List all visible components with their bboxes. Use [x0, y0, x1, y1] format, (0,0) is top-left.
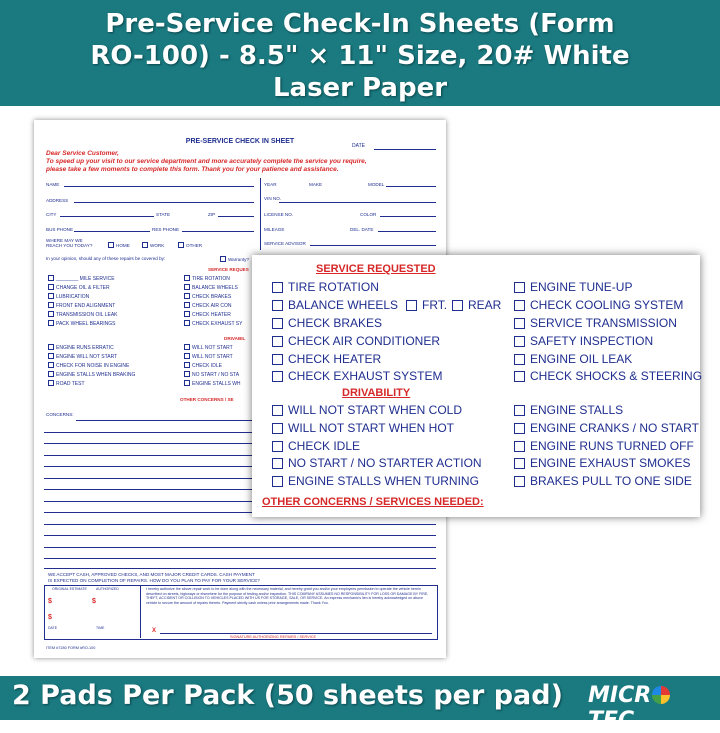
del-date-label: DEL. DATE	[350, 227, 374, 232]
card-drivability-heading: DRIVABILITY	[342, 387, 411, 399]
bottom-banner	[0, 676, 720, 733]
make-label: MAKE	[309, 182, 323, 187]
card-drive-item[interactable]: CHECK IDLE	[272, 439, 360, 453]
card-drive-item[interactable]: ENGINE RUNS TURNED OFF	[514, 439, 694, 453]
concern-line[interactable]	[44, 558, 436, 559]
model-line	[386, 186, 436, 187]
card-service-item[interactable]: ENGINE OIL LEAK	[514, 352, 632, 366]
card-service-item[interactable]: CHECK EXHAUST SYSTEM	[272, 369, 442, 383]
brand-right: TEC	[588, 708, 635, 733]
list-item[interactable]: ROAD TEST	[48, 380, 135, 389]
card-drive-item[interactable]: ENGINE EXHAUST SMOKES	[514, 456, 690, 470]
card-service-item[interactable]: SAFETY INSPECTION	[514, 334, 653, 348]
reach-label-1: WHERE MAY WE	[46, 238, 83, 243]
model-label: MODEL	[368, 182, 385, 187]
list-item[interactable]: PACK WHEEL BEARINGS	[48, 320, 118, 329]
greeting-text: Dear Service Customer,	[46, 150, 119, 157]
vertical-divider	[260, 178, 261, 250]
state-label: STATE	[156, 212, 171, 217]
list-item[interactable]: FRONT END ALIGNMENT	[48, 302, 118, 311]
list-item[interactable]: ENGINE RUNS ERRATIC	[48, 344, 135, 353]
advisor-line	[310, 245, 436, 246]
card-service-item[interactable]: ENGINE TUNE-UP	[514, 280, 632, 294]
list-item[interactable]: BALANCE WHEELS	[184, 284, 242, 293]
list-item[interactable]: CHECK BRAKES	[184, 293, 242, 302]
other-checkbox[interactable]	[178, 242, 184, 248]
home-option[interactable]: HOME	[108, 242, 130, 248]
banner-title	[0, 0, 720, 104]
list-item[interactable]: WILL NOT START	[184, 344, 241, 353]
authorized-label: AUTHORIZED	[96, 587, 119, 591]
banner-title-line: Laser Paper	[272, 73, 448, 103]
estimate-dollar: $	[48, 598, 52, 605]
address-label: ADDRESS	[46, 198, 69, 203]
vin-label: VIN NO.	[264, 196, 282, 201]
intro-line-2: please take a few moments to complete this form. Thank you for your patience and assistance.	[46, 166, 339, 173]
year-label: YEAR	[264, 182, 277, 187]
banner-title-line: RO-100) - 8.5" × 11" Size, 20# White	[90, 41, 630, 71]
list-item[interactable]: CHECK EXHAUST SY	[184, 320, 242, 329]
form-greeting	[46, 150, 446, 174]
vin-line	[279, 202, 436, 203]
payment-line-1: WE ACCEPT CASH, APPROVED CHECKS, AND MOST MAJOR CREDIT CARDS. CASH PAYMENT	[48, 572, 255, 577]
card-drive-item[interactable]: ENGINE STALLS	[514, 403, 623, 417]
signature-line[interactable]	[160, 633, 432, 634]
brand-o-icon	[652, 686, 670, 704]
card-drive-item[interactable]: ENGINE CRANKS / NO START	[514, 421, 699, 435]
advisor-label: SERVICE ADVISOR	[264, 241, 306, 246]
card-drive-item[interactable]: NO START / NO STARTER ACTION	[272, 456, 482, 470]
color-label: COLOR	[360, 212, 377, 217]
concerns-label: CONCERNS:	[46, 412, 74, 417]
concern-line[interactable]	[44, 535, 436, 536]
list-item[interactable]: WILL NOT START	[184, 353, 241, 362]
mid-services-list	[184, 275, 242, 329]
list-item[interactable]: TIRE ROTATION	[184, 275, 242, 284]
card-drive-item[interactable]: BRAKES PULL TO ONE SIDE	[514, 474, 692, 488]
list-item[interactable]: CHECK IDLE	[184, 362, 241, 371]
name-label: NAME	[46, 182, 60, 187]
top-banner	[0, 0, 720, 106]
address-line	[74, 202, 254, 203]
reach-label-2: REACH YOU TODAY?	[46, 243, 93, 248]
rear-option[interactable]: REAR	[452, 298, 501, 312]
card-service-item[interactable]: CHECK HEATER	[272, 352, 381, 366]
concern-line[interactable]	[44, 547, 436, 548]
card-service-item[interactable]: CHECK COOLING SYSTEM	[514, 298, 683, 312]
bus-phone-label: BUS PHONE	[46, 227, 74, 232]
date-small-label: DATE	[48, 626, 58, 630]
x-mark: X	[152, 628, 157, 634]
footer-text: 2 Pads Per Pack (50 sheets per pad)	[12, 680, 563, 711]
home-checkbox[interactable]	[108, 242, 114, 248]
concern-line[interactable]	[44, 524, 436, 525]
estimate-box	[44, 585, 141, 638]
mid-other-heading: OTHER CONCERNS / SE	[180, 397, 234, 402]
card-drive-item[interactable]: ENGINE STALLS WHEN TURNING	[272, 474, 479, 488]
bus-phone-line	[74, 231, 150, 232]
estimate-label: ORIGINAL ESTIMATE	[52, 587, 87, 591]
list-item[interactable]: ENGINE WILL NOT START	[48, 353, 135, 362]
mid-drive-list	[184, 344, 241, 389]
card-service-item[interactable]: CHECK AIR CONDITIONER	[272, 334, 440, 348]
signature-label: SIGNATURE AUTHORIZING REPAIRS / SERVICE	[230, 635, 317, 639]
item-label: ITEM #7280 FORM #RO-100	[46, 646, 96, 650]
list-item[interactable]: ENGINE STALLS WH	[184, 380, 241, 389]
list-item[interactable]: NO START / NO STA	[184, 371, 241, 380]
zip-label: ZIP	[208, 212, 216, 217]
res-phone-label: RES PHONE	[152, 227, 180, 232]
brand-left: MICR	[588, 683, 652, 708]
list-item[interactable]: CHANGE OIL & FILTER	[48, 284, 118, 293]
authorized-dollar: $	[92, 598, 96, 605]
revised-dollar: $	[48, 614, 52, 621]
list-item[interactable]: LUBRICATION	[48, 293, 118, 302]
brand-logo	[588, 683, 710, 733]
left-services-list	[48, 275, 118, 329]
payment-line-2: IS EXPECTED ON COMPLETION OF REPAIRS. HOW DO YOU PLAN TO PAY FOR YOUR SERVICE?	[48, 578, 260, 583]
card-service-item[interactable]: TIRE ROTATION	[272, 280, 379, 294]
time-small-label: TIME	[96, 626, 105, 630]
city-label: CITY	[46, 212, 57, 217]
warranty-option[interactable]: Warranty?	[220, 256, 249, 262]
form-title: PRE-SERVICE CHECK IN SHEET	[185, 138, 295, 145]
name-line	[64, 186, 254, 187]
front-option[interactable]: FRT.	[406, 298, 447, 312]
card-service-heading: SERVICE REQUESTED	[316, 263, 436, 275]
card-other-heading: OTHER CONCERNS / SERVICES NEEDED:	[262, 496, 484, 508]
intro-line-1: To speed up your visit to our service department and more accurately complete the service you require,	[46, 158, 367, 165]
other-option[interactable]: OTHER	[178, 242, 202, 248]
card-drive-item[interactable]: WILL NOT START WHEN COLD	[272, 403, 462, 417]
opinion-text: In your opinion, should any of these repairs be covered by:	[46, 256, 166, 261]
work-option[interactable]: WORK	[142, 242, 164, 248]
work-checkbox[interactable]	[142, 242, 148, 248]
card-service-item[interactable]: BALANCE WHEELS	[272, 298, 398, 312]
list-item[interactable]: ________ MILE SERVICE	[48, 275, 118, 284]
warranty-checkbox[interactable]	[220, 256, 226, 262]
city-line	[60, 216, 154, 217]
payment-top-rule	[44, 568, 436, 569]
card-service-item[interactable]: CHECK SHOCKS & STEERING	[514, 369, 702, 383]
service-requested-card	[252, 255, 703, 517]
form-date-label: DATE	[352, 143, 365, 149]
res-phone-line	[182, 231, 254, 232]
authorization-text: I hereby authorize the above repair work to be done along with the necessary material, and hereby grant you and/or your employees permission to operate the vehicle herein described on streets, highways or elsewhere for the purpose of testing and/or inspection. THIS COMPANY ASSUMES NO RESPONSIBILITY FOR LOSS OR DAMAGE BY FIRE, THEFT, ACCIDENT OR COLLISION TO VEHICLES PLACED WITH US FOR STORAGE, SALE, OR SERVICE. An express mechanic's lien is hereby acknowledged on above vehicle to secure the amount of repairs thereto. Payment strictly cash unless prior arrangements made. Thank You.	[146, 587, 429, 605]
banner-title-line: Pre-Service Check-In Sheets (Form	[105, 9, 615, 39]
list-item[interactable]: CHECK AIR CON	[184, 302, 242, 311]
card-service-item[interactable]: CHECK BRAKES	[272, 316, 382, 330]
mileage-label: MILEAGE	[264, 227, 285, 232]
mid-drive-heading: DRIVABIL	[224, 336, 246, 341]
del-date-line	[378, 231, 436, 232]
left-drive-list	[48, 344, 135, 389]
list-item[interactable]: CHECK FOR NOISE IN ENGINE	[48, 362, 135, 371]
list-item[interactable]: TRANSMISSION OIL LEAK	[48, 311, 118, 320]
list-item[interactable]: CHECK HEATER	[184, 311, 242, 320]
card-drive-item[interactable]: WILL NOT START WHEN HOT	[272, 421, 454, 435]
card-service-item[interactable]: SERVICE TRANSMISSION	[514, 316, 677, 330]
color-line	[380, 216, 436, 217]
mid-service-heading: SERVICE REQUES	[208, 267, 249, 272]
list-item[interactable]: ENGINE STALLS WHEN BRAKING	[48, 371, 135, 380]
zip-line	[218, 216, 254, 217]
license-label: LICENSE NO.	[264, 212, 294, 217]
